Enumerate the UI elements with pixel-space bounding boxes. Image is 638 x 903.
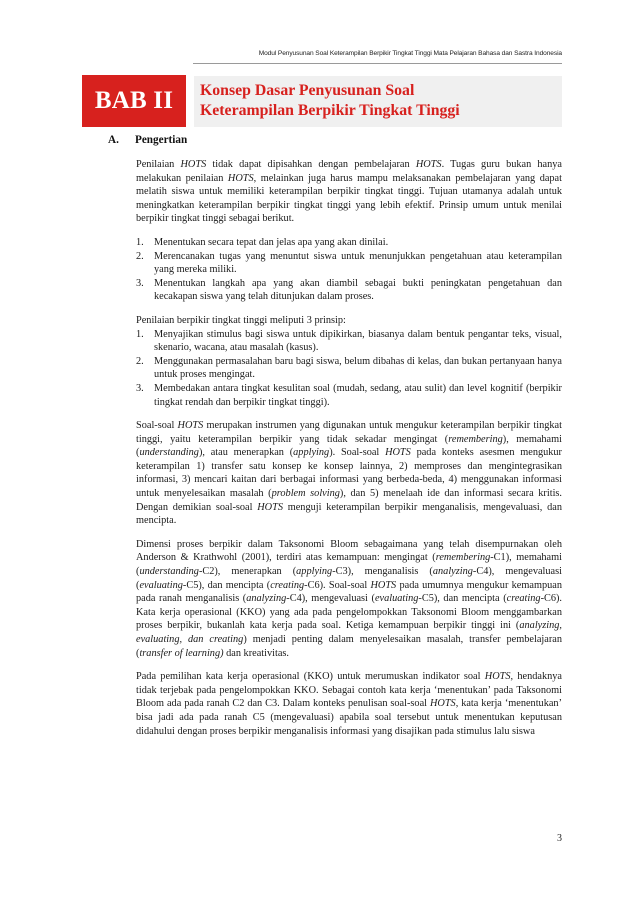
chapter-label: BAB II [82, 75, 186, 127]
list-item [136, 236, 562, 250]
section-number: A. [108, 134, 119, 146]
list-item [136, 355, 562, 382]
bloom-paragraph: Dimensi proses berpikir dalam Taksonomi Bloom sebagaimana yang telah disempurnakan oleh Anderson & Krathwohl (2001), terdiri atas kemampuan: mengingat (remembering-C1), memahami (understanding-C2), menerapkan (applying-C3), menganalisis (analyzing-C4), mengevaluasi (evaluating-C5), dan mencipta (creating-C6). Soal-soal HOTS pada umumnya mengukur kemampuan pada ranah menganalisis (analyzing-C4), mengevaluasi (evaluating-C5), dan mencipta (creating-C6). Kata kerja operasional (KKO) yang ada pada pengelompokkan Taksonomi Bloom menggambarkan proses berpikir, bukanlah kata kerja pada soal. Ketiga kemampuan berpikir tinggi ini (analyzing, evaluating, dan creating) menjadi penting dalam menyelesaikan masalah, transfer pembelajaran (transfer of learning) dan kreativitas. [136, 538, 563, 659]
running-header: Modul Penyusunan Soal Keterampilan Berpikir Tingkat Tinggi Mata Pelajaran Bahasa dan Sastra Indonesia [258, 50, 562, 57]
list-item-number: 3. [136, 277, 144, 289]
list-item-number: 2. [136, 355, 144, 367]
list-item-text: Menggunakan permasalahan baru bagi siswa, belum dibahas di kelas, dan bukan pertanyaan hanya untuk proses mengingat. [154, 355, 562, 381]
section-title: Pengertian [135, 134, 188, 146]
intro-paragraph: Penilaian HOTS tidak dapat dipisahkan dengan pembelajaran HOTS. Tugas guru bukan hanya melakukan penilaian HOTS, melainkan juga harus mampu melaksanakan pembelajaran yang dapat melatih siswa untuk memiliki keterampilan berpikir tingkat tinggi. Tujuan utamanya adalah untuk meningkatkan keterampilan berpikir tingkat tinggi yang lebih efektif. Prinsip umum untuk menilai berpikir tingkat tinggi sebagai berikut. [136, 159, 562, 225]
list-item-text: Membedakan antara tingkat kesulitan soal (mudah, sedang, atau sulit) dan level kognitif (berpikir tingkat rendah dan berpikir tingkat tinggi). [154, 382, 562, 408]
principles-lead: Penilaian berpikir tingkat tinggi meliputi 3 prinsip: [136, 314, 346, 326]
page-number: 3 [557, 833, 562, 844]
list-item-text: Menentukan langkah apa yang akan diambil sebagai bukti peningkatan pengetahuan dan kecakapan siswa yang telah ditunjukan dalam proses. [154, 277, 562, 303]
list-item [136, 277, 562, 304]
list-item [136, 328, 562, 355]
list-item [136, 250, 562, 277]
hots-paragraph: Soal-soal HOTS merupakan instrumen yang digunakan untuk mengukur keterampilan berpikir tingkat tinggi, yaitu keterampilan berpikir yang tidak sekadar mengingat (remembering), memahami (understanding), atau menerapkan (applying). Soal-soal HOTS pada konteks asesmen mengukur keterampilan 1) transfer satu konsep ke konsep lainnya, 2) memproses dan mengintegrasikan informasi, 3) mencari kaitan dari berbagai informasi yang berbeda-beda, 4) menggunakan informasi untuk menyelesaikan masalah (problem solving), dan 5) menelaah ide dan informasi secara kritis. Dengan demikian soal-soal HOTS menguji keterampilan berpikir menganalisis, mengevaluasi, dan mencipta. [136, 420, 563, 527]
body-text [136, 158, 562, 748]
chapter-title-line1: Konsep Dasar Penyusunan Soal [200, 82, 415, 99]
list-item-number: 2. [136, 250, 144, 262]
list-item-text: Merencanakan tugas yang menuntut siswa untuk menunjukkan pengetahuan atau keterampilan yang mereka miliki. [154, 250, 562, 276]
list-item-number: 1. [136, 236, 144, 248]
chapter-title-line2: Keterampilan Berpikir Tingkat Tinggi [200, 102, 460, 119]
principles-list [136, 328, 562, 410]
intro-list [136, 236, 562, 304]
list-item-number: 3. [136, 382, 144, 394]
list-item-text: Menyajikan stimulus bagi siswa untuk dipikirkan, biasanya dalam bentuk pengantar teks, visual, skenario, wacana, atau masalah (kasus). [154, 328, 562, 354]
header-divider [193, 63, 562, 64]
list-item-number: 1. [136, 328, 144, 340]
list-item-text: Menentukan secara tepat dan jelas apa yang akan dinilai. [154, 236, 389, 248]
list-item [136, 382, 562, 409]
section-heading [108, 134, 187, 146]
kko-paragraph: Pada pemilihan kata kerja operasional (KKO) untuk merumuskan indikator soal HOTS, hendaknya tidak terjebak pada pengelompokkan KKO. Sebagai contoh kata kerja ‘menentukan’ pada Taksonomi Bloom ada pada ranah C2 dan C3. Dalam konteks penulisan soal-soal HOTS, kata kerja ‘menentukan’ bisa jadi ada pada ranah C5 (mengevaluasi) apabila soal tersebut untuk menentukan keputusan didahului dengan proses berpikir menganalisis informasi yang disajikan pada stimulus lalu siswa [136, 671, 562, 737]
chapter-title [194, 76, 562, 127]
